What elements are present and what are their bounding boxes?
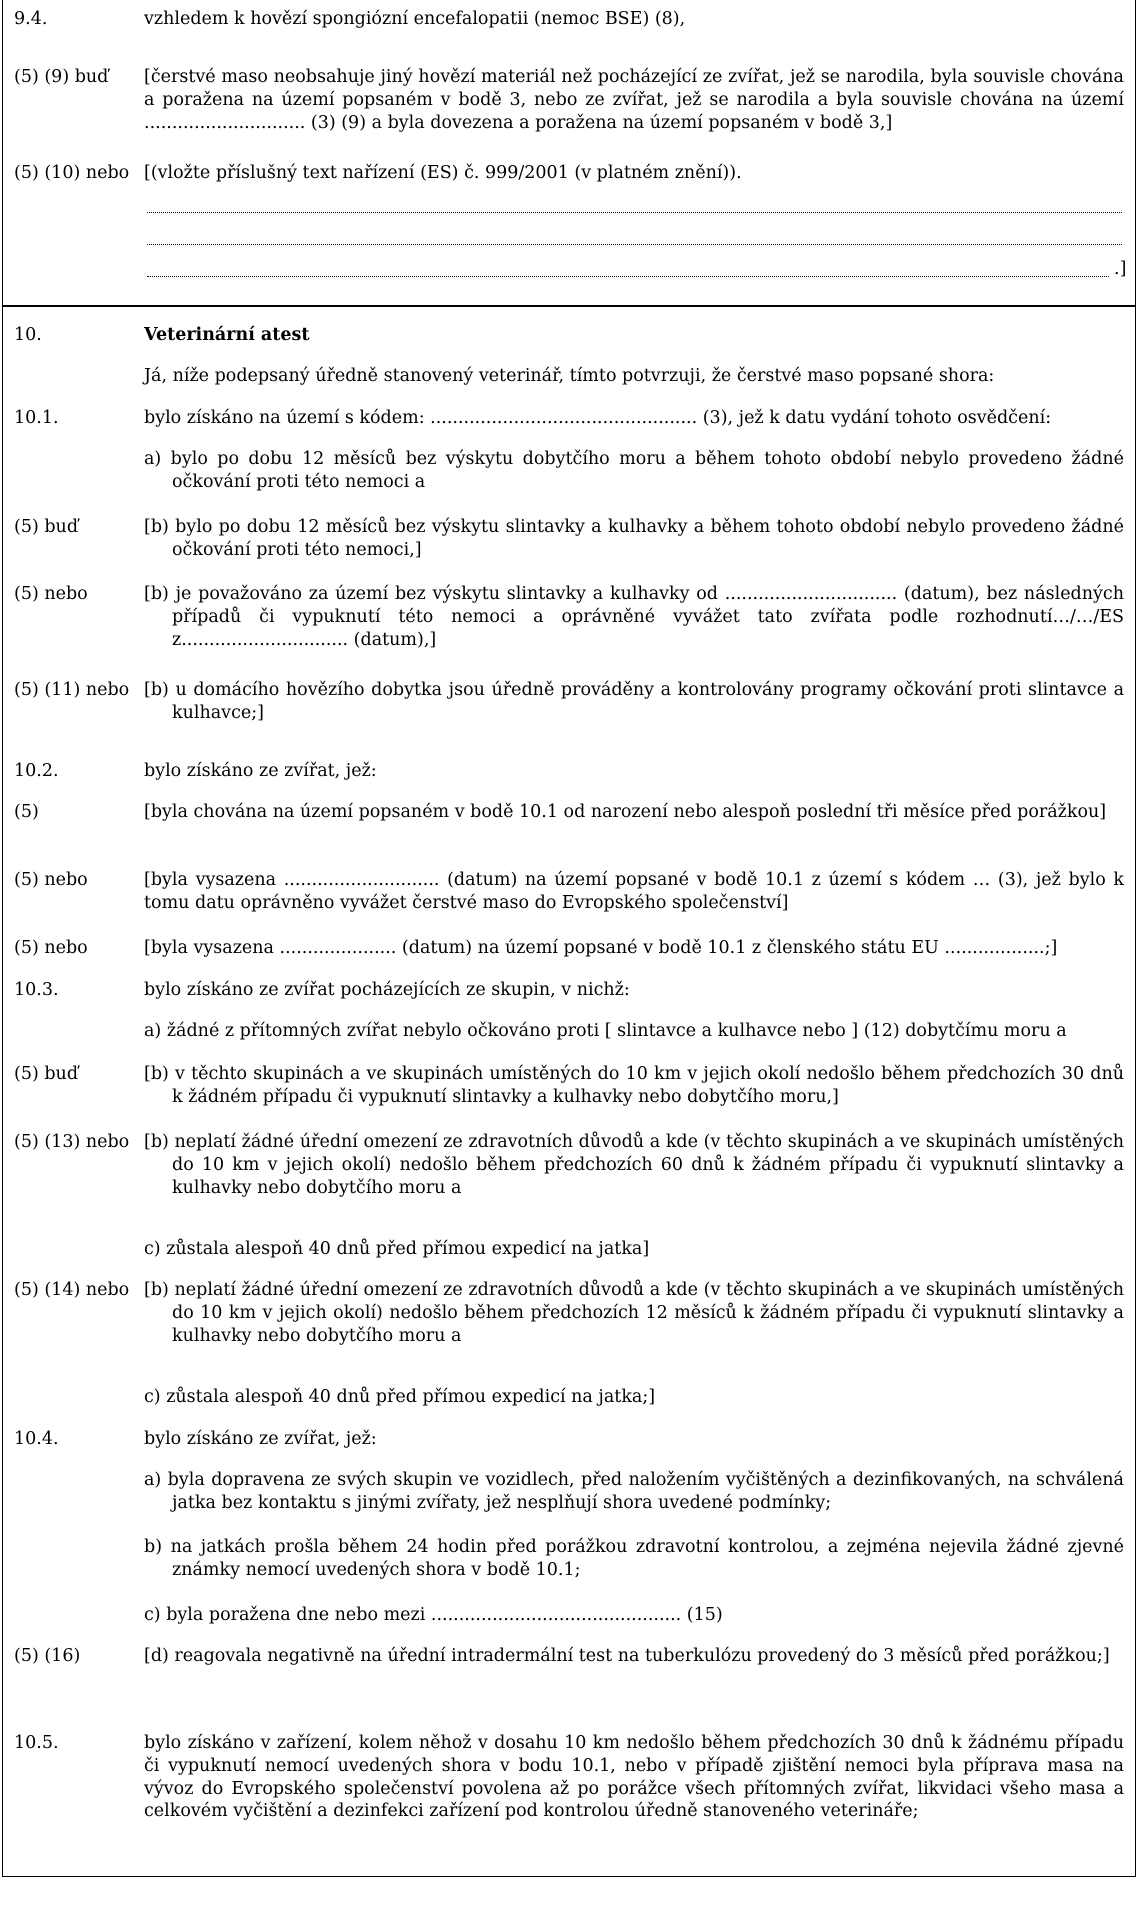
section-10-3-b2-c [14, 1238, 1124, 1261]
section-text: bylo získáno v zařízení, kolem něhož v dosahu 10 km nedošlo během předchozích 30 dnů k žádnému případu či vypuknutí nemocí uvedených shora v bodu 10.1, nebo v případě zjištění nemoci byla příprava masa na vývoz do Evropského společenství povolena až po porážce všech přítomných zvířat, likvidaci všeho masa a celkovém vyčištění a dezinfekci zařízení pod kontrolou úředně stanoveného veterináře; [144, 1733, 1124, 1822]
section-10-4 [14, 1428, 1124, 1451]
clause-text: [byla chována na území popsaném v bodě 10.1 od narození nebo alespoň poslední tři měsíce před porážkou] [144, 802, 1107, 822]
option-text: [čerstvé maso neobsahuje jiný hovězí materiál než pocházející ze zvířat, jež se narodila, byla souvisle chována a poražena na území popsaném v bodě 3, nebo ze zvířat, jež se narodila a byla souvisle chována na území ............................. (3) (9) a byla dovezena a poražena na území popsaném v bodě 3,] [144, 67, 1124, 133]
option-label: (5) (14) nebo [14, 1280, 130, 1300]
section-9-4-heading [14, 8, 1124, 31]
section-number: 10.3. [14, 980, 59, 1000]
clause-text: [d) reagovala negativně na úřední intradermální test na tuberkulózu provedený do 3 měsíců před porážkou;] [144, 1646, 1110, 1666]
section-10-3-b2 [14, 1131, 1124, 1199]
option-label: (5) [14, 802, 39, 822]
option-label: (5) nebo [14, 584, 88, 604]
section-10-4-a [14, 1469, 1124, 1515]
fill-in-line [147, 212, 1122, 213]
section-10-1-b1 [14, 516, 1124, 562]
section-9-4-box [2, 0, 1136, 306]
clause-text: [b) u domácího hovězího dobytka jsou úředně prováděny a kontrolovány programy očkování proti slintavce a kulhavce;] [144, 680, 1124, 723]
clause-text: [b) bylo po dobu 12 měsíců bez výskytu slintavky a kulhavky a během tohoto období nebylo provedeno žádné očkování proti této nemoci,] [144, 517, 1124, 560]
fill-in-line [147, 244, 1122, 245]
section-10-heading [14, 324, 1124, 347]
option-label: (5) nebo [14, 938, 88, 958]
section-10-4-b [14, 1536, 1124, 1582]
section-text: bylo získáno ze zvířat, jež: [144, 1429, 377, 1449]
clause-text: c) byla poražena dne nebo mezi ............................................. (15) [144, 1605, 723, 1625]
section-number: 10.4. [14, 1429, 59, 1449]
clause-text: [b) v těchto skupinách a ve skupinách umístěných do 10 km v jejich okolí nedošlo během předchozích 30 dnů k žádném případu či vypuknutí slintavky a kulhavky nebo dobytčího moru,] [144, 1064, 1124, 1107]
section-9-4-option-a [14, 66, 1124, 134]
clause-text: [b) je považováno za území bez výskytu slintavky a kulhavky od ............................... (datum), bez následných případů či vypuknutí této nemoci a oprávněné vyvážet tato zvířata podle rozhodnutí…/…/ES z.............................. (datum),] [144, 584, 1124, 650]
clause-text: a) byla dopravena ze svých skupin ve vozidlech, před naložením vyčištěných a dezinfikovaných, na schválená jatka bez kontaktu s jinými zvířaty, jež nesplňují shora uvedené podmínky; [144, 1470, 1124, 1513]
clause-text: a) žádné z přítomných zvířat nebylo očkováno proti [ slintavce a kulhavce nebo ] (12) dobytčímu moru a [144, 1021, 1067, 1041]
section-10-3-b3-c [14, 1386, 1124, 1409]
section-10-3-a [14, 1020, 1124, 1043]
section-10-3 [14, 979, 1124, 1002]
closing-bracket: .] [1114, 259, 1127, 279]
intro-text: Já, níže podepsaný úředně stanovený veterinář, tímto potvrzuji, že čerstvé maso popsané shora: [144, 366, 995, 386]
section-10-3-b3 [14, 1279, 1124, 1347]
section-10-4-c [14, 1604, 1124, 1627]
clause-text: a) bylo po dobu 12 měsíců bez výskytu dobytčího moru a během tohoto období nebylo provedeno žádné očkování proti této nemoci a [144, 449, 1124, 492]
option-label: (5) nebo [14, 870, 88, 890]
option-label: (5) (10) nebo [14, 163, 130, 183]
section-9-4-option-b [14, 162, 1124, 185]
clause-text: c) zůstala alespoň 40 dnů před přímou expedicí na jatka] [144, 1239, 650, 1259]
section-text: bylo získáno ze zvířat pocházejících ze skupin, v nichž: [144, 980, 630, 1000]
section-number: 9.4. [14, 9, 48, 29]
section-10-2-b [14, 869, 1124, 915]
option-label: (5) (9) buď [14, 67, 109, 87]
option-label: (5) (11) nebo [14, 680, 130, 700]
option-label: (5) buď [14, 517, 79, 537]
section-10-1 [14, 407, 1124, 430]
section-number: 10.2. [14, 761, 59, 781]
section-10-2 [14, 760, 1124, 783]
clause-text: b) na jatkách prošla během 24 hodin před porážkou zdravotní kontrolou, a zejména nejevila žádné zjevné známky nemocí uvedených shora v bodě 10.1; [144, 1537, 1124, 1580]
section-10-1-b2 [14, 583, 1124, 651]
section-number: 10. [14, 325, 42, 345]
section-text: bylo získáno na území s kódem: ................................................ (3), jež k datu vydání tohoto osvědčení: [144, 408, 1052, 428]
clause-text: [b) neplatí žádné úřední omezení ze zdravotních důvodů a kde (v těchto skupinách a ve skupinách umístěných do 10 km v jejich okolí) nedošlo během předchozích 60 dnů k žádném případu či vypuknutí slintavky a kulhavky nebo dobytčího moru a [144, 1132, 1124, 1198]
section-10-1-b3 [14, 679, 1124, 725]
section-10-3-b1 [14, 1063, 1124, 1109]
section-title: Veterinární atest [144, 325, 310, 345]
clause-text: [b) neplatí žádné úřední omezení ze zdravotních důvodů a kde (v těchto skupinách a ve skupinách umístěných do 10 km v jejich okolí) nedošlo během předchozích 12 měsíců k žádném případu či vypuknutí slintavky a kulhavky nebo dobytčího moru a [144, 1280, 1124, 1346]
section-10-5 [14, 1732, 1124, 1823]
option-text: [(vložte příslušný text nařízení (ES) č. 999/2001 (v platném znění)). [144, 163, 742, 183]
clause-text: [byla vysazena ..................... (datum) na území popsané v bodě 10.1 z členského státu EU ..................;] [144, 938, 1058, 958]
section-text: bylo získáno ze zvířat, jež: [144, 761, 377, 781]
option-label: (5) buď [14, 1064, 79, 1084]
section-number: 10.5. [14, 1733, 59, 1753]
fill-in-line [147, 276, 1109, 277]
option-label: (5) (13) nebo [14, 1132, 130, 1152]
option-label: (5) (16) [14, 1646, 81, 1666]
section-text: vzhledem k hovězí spongiózní encefalopatii (nemoc BSE) (8), [144, 9, 686, 29]
section-10-intro [14, 365, 1124, 388]
clause-text: c) zůstala alespoň 40 dnů před přímou expedicí na jatka;] [144, 1387, 656, 1407]
clause-text: [byla vysazena ............................ (datum) na území popsané v bodě 10.1 z území s kódem … (3), jež bylo k tomu datu oprávněno vyvážet čerstvé maso do Evropského společenství] [144, 870, 1124, 913]
section-10-1-a [14, 448, 1124, 494]
section-10-2-a [14, 801, 1124, 824]
section-10-2-c [14, 937, 1124, 960]
section-number: 10.1. [14, 408, 59, 428]
section-10-4-d [14, 1645, 1124, 1668]
